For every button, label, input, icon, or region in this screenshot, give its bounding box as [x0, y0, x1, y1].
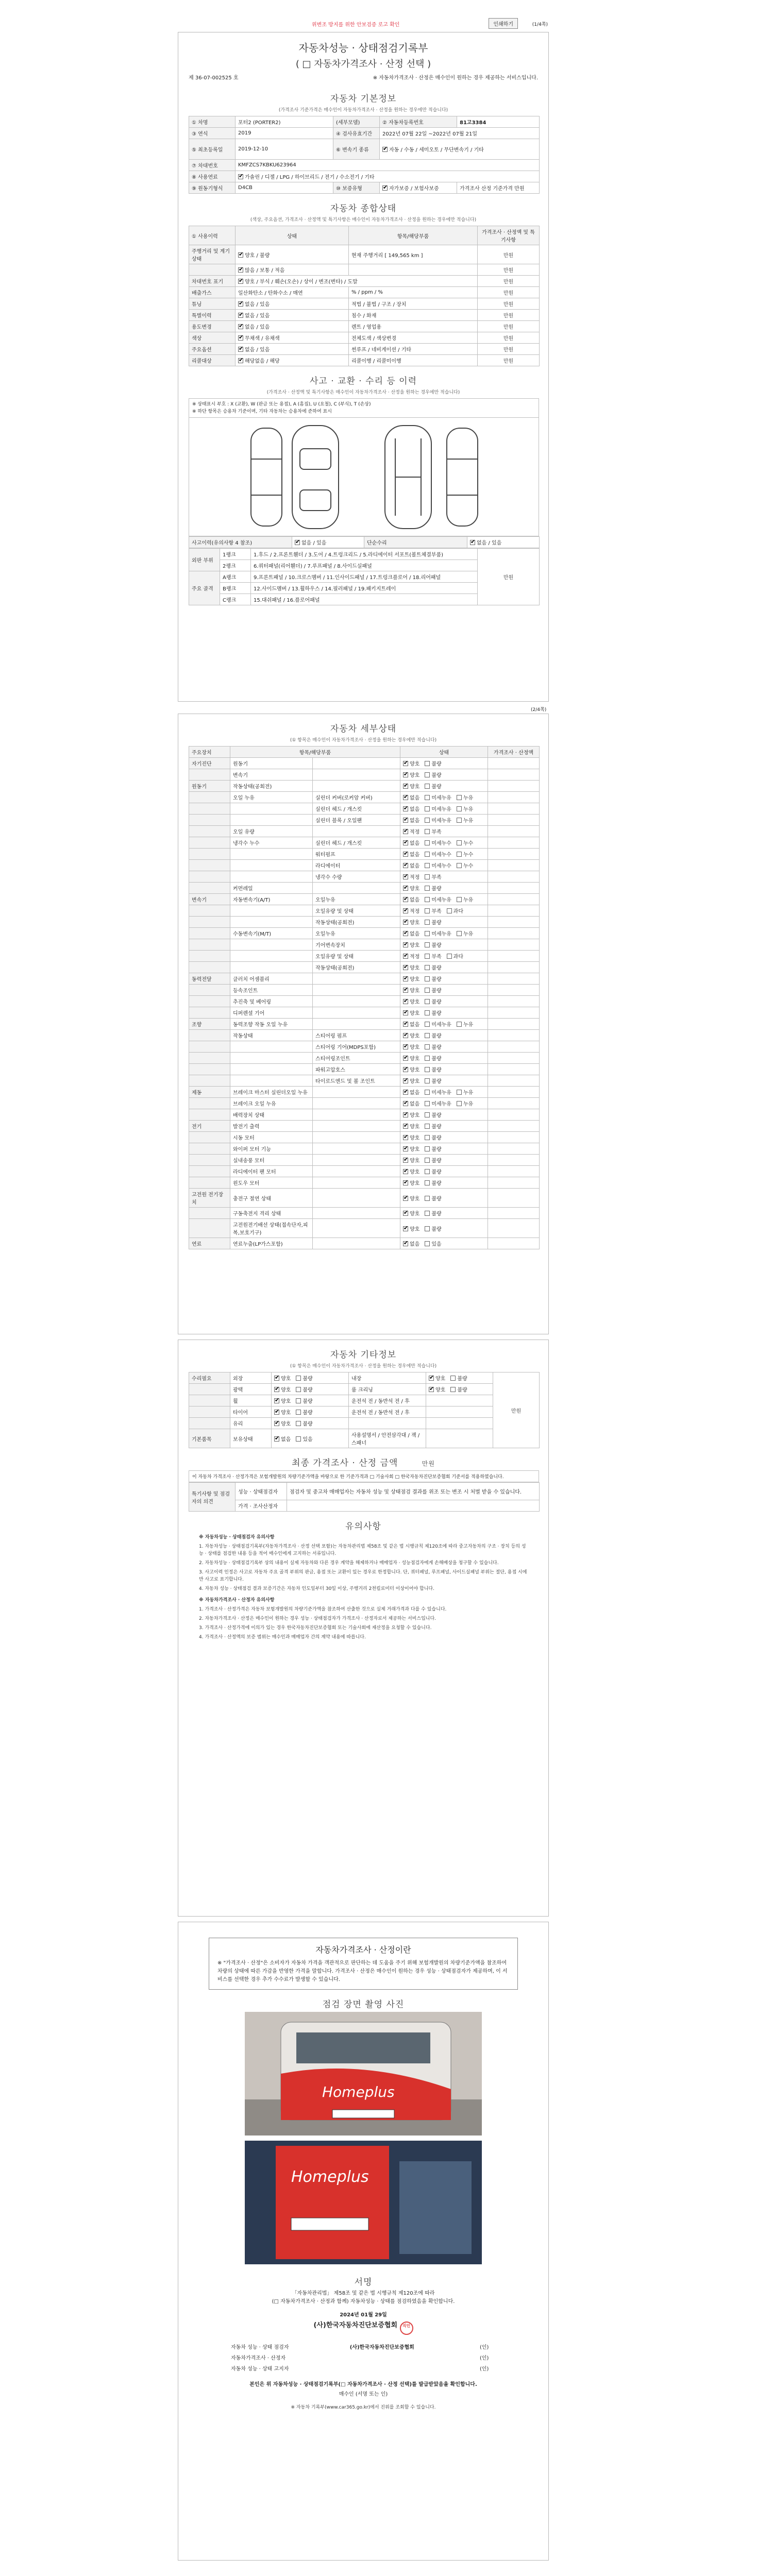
checkbox[interactable]	[425, 818, 430, 823]
table-row: 색상 ✔ 무채색 / 유채색 전체도색 / 색상변경 만원	[189, 332, 540, 344]
caution-title: 유의사항	[345, 1521, 381, 1532]
checkbox[interactable]	[457, 863, 462, 868]
checkbox[interactable]	[403, 784, 408, 789]
page-3	[178, 1340, 549, 1917]
checkbox[interactable]	[425, 886, 430, 891]
car-right-view	[447, 428, 478, 526]
checkbox[interactable]	[425, 988, 430, 993]
checkbox[interactable]	[457, 1101, 462, 1106]
table-row: 스티어링 기어(MDPS포함) ✔ 양호 불량	[189, 1041, 540, 1053]
other-info-title: 자동차 기타정보	[330, 1350, 397, 1360]
basic-info-title: 자동차 기본정보	[330, 94, 397, 104]
basic-info-table	[189, 116, 540, 194]
table-row: 파워고압호스 ✔ 양호 불량	[189, 1064, 540, 1075]
checkbox[interactable]	[274, 1376, 279, 1381]
sign-text-2: (□ 자동차가격조사 · 산정과 함께) 자동차성능 · 상태를 점검하였음을 확인합니다.	[272, 2299, 455, 2304]
checkbox[interactable]	[274, 1421, 279, 1426]
table-row: 오일 누유 실린더 커버(로커암 커버) ✔ 없음 미세누유 누유	[189, 792, 540, 803]
table-row: 수리필요 외장 ✔ 양호 불량 내장 ✔ 양호 불량 만원	[189, 1372, 540, 1384]
checkbox[interactable]	[447, 908, 452, 913]
table-row: 외판 부위 1랭크 1.후드 / 2.프론트휀더 / 3.도어 / 4.트렁크리드 / 5.라디에이터 서포트(볼트체결부품) 만원	[189, 549, 540, 560]
table-row: 작동상태(공회전) ✔ 양호 불량	[189, 917, 540, 928]
checkbox[interactable]	[425, 897, 430, 902]
checkbox[interactable]	[296, 1398, 301, 1403]
car-frame-view	[385, 426, 431, 529]
table-row: 리콜대상 ✔ 해당없음 / 해당 리콜이행 / 리콜미이행 만원	[189, 355, 540, 366]
caution-item: 2. 자동차성능 · 상태점검기록부 상의 내용이 실제 자동차와 다른 경우 계약을 해제하거나 매매업자 · 성능점검자에게 손해배상을 청구할 수 있습니다.	[199, 1561, 499, 1566]
checkbox[interactable]	[425, 908, 430, 913]
checkbox[interactable]	[457, 1022, 462, 1027]
table-row: 실린더 헤드 / 개스킷 ✔ 없음 미세누유 누유	[189, 803, 540, 815]
final-price-title: 최종 가격조사 · 산정 금액 만원	[292, 1458, 435, 1468]
doc-no-suffix: 호	[233, 75, 239, 81]
table-row: 고전원 전기장치 충전구 절연 상태 ✔ 양호 불량	[189, 1189, 540, 1208]
checkbox-warranty[interactable]	[382, 185, 388, 191]
checkbox[interactable]	[403, 886, 408, 891]
legend-text-2: ※ 하단 항목은 승용차 기준이며, 기타 자동차는 승용차에 준하여 표시	[192, 409, 332, 414]
checkbox[interactable]	[450, 1376, 456, 1381]
accident-rank-table	[189, 548, 540, 605]
checkbox[interactable]	[403, 976, 408, 981]
checkbox[interactable]	[403, 1033, 408, 1038]
checkbox[interactable]	[457, 852, 462, 857]
checkbox[interactable]	[403, 806, 408, 811]
table-row: 휠 ✔ 양호 불량 운전석 전 / 동반석 전 / 후	[189, 1395, 540, 1406]
forgery-warning: 위변조 방지를 위한 안보검증 로고 확인	[312, 22, 400, 28]
checkbox[interactable]	[403, 1241, 408, 1246]
checkbox[interactable]	[403, 1124, 408, 1129]
checkbox[interactable]	[429, 1376, 434, 1381]
checkbox[interactable]	[425, 965, 430, 970]
page-4	[178, 1922, 549, 2561]
table-row: 커먼레일 ✔ 양호 불량	[189, 883, 540, 894]
table-row: 주요옵션 ✔ 없음 / 있음 썬루프 / 네비게이션 / 기타 만원	[189, 344, 540, 355]
checkbox[interactable]	[457, 806, 462, 811]
table-row: 수동변속기(M/T) 오일누유 ✔ 없음 미세누유 누유	[189, 928, 540, 939]
checkbox[interactable]	[403, 1010, 408, 1015]
table-row: 작동상태 스티어링 펌프 ✔ 양호 불량	[189, 1030, 540, 1041]
table-row: C랭크 15.대쉬패널 / 16.플로어패널	[189, 594, 540, 605]
sign-title: 서명	[354, 2277, 373, 2287]
checkbox[interactable]	[403, 908, 408, 913]
table-row: ⑨ 원동기형식 D4CB ⑩ 보증유형 ✔ 자가보증 / 보험사보증 가격조사 산정 기준가격 만원	[189, 182, 540, 194]
table-row: 변속기 ✔ 양호 불량	[189, 769, 540, 781]
checkbox[interactable]	[403, 1196, 408, 1201]
other-info-note: (① 항목은 매수인이 자동차가격조사 · 산정을 원하는 경우에만 적습니다)	[290, 1364, 437, 1369]
receipt-sign: 매수인 (서명 또는 인)	[339, 2392, 388, 2397]
checkbox[interactable]	[403, 1180, 408, 1185]
checkbox[interactable]	[403, 965, 408, 970]
table-row: 연료 연료누출(LP가스포함) ✔ 없음 있음	[189, 1238, 540, 1249]
checkbox[interactable]	[425, 795, 430, 800]
checkbox[interactable]	[425, 1010, 430, 1015]
checkbox[interactable]	[425, 1158, 430, 1163]
checkbox[interactable]	[447, 954, 452, 959]
print-button[interactable]: 인쇄하기	[489, 18, 518, 29]
checkbox[interactable]	[403, 1067, 408, 1072]
checkbox[interactable]	[403, 840, 408, 845]
photos-title: 점검 장면 촬영 사진	[322, 1999, 405, 2010]
checkbox[interactable]	[403, 1135, 408, 1140]
truck-rear-photo	[245, 2141, 482, 2264]
checkbox[interactable]	[274, 1387, 279, 1392]
checkbox[interactable]	[403, 1226, 408, 1231]
table-row: 오일유량 및 상태 ✔ 적정 부족 과다	[189, 951, 540, 962]
checkbox[interactable]	[425, 942, 430, 947]
checkbox[interactable]	[425, 874, 430, 879]
document-title: 자동차성능 · 상태점검기록부	[298, 42, 428, 54]
accident-summary-table	[189, 536, 540, 548]
caution-item: 4. 자동차 성능 · 상태점검 결과 보증기간은 자동차 인도일부터 30일 이상, 주행거리 2천킬로미터 이상이어야 합니다.	[199, 1586, 434, 1591]
page-2	[178, 714, 549, 1334]
table-row: 자기진단 원동기 ✔ 양호 불량	[189, 758, 540, 769]
checkbox[interactable]	[425, 1124, 430, 1129]
table-row: 작동상태(공회전) ✔ 양호 불량	[189, 962, 540, 973]
detail-status-note: (① 항목은 매수인이 자동차가격조사 · 산정을 원하는 경우에만 적습니다)	[290, 738, 437, 743]
checkbox[interactable]	[425, 1180, 430, 1185]
checkbox[interactable]	[403, 1101, 408, 1106]
table-row: 광택 ✔ 양호 불량 룸 크리닝 ✔ 양호 불량	[189, 1384, 540, 1395]
table-row: 등속조인트 ✔ 양호 불량	[189, 985, 540, 996]
checkbox[interactable]	[403, 852, 408, 857]
table-row: 고전원전기배선 상태(접속단자,피복,보호기구) ✔양호 불량	[189, 1219, 540, 1238]
verify-notice: ※ 자동차 기록부(www.car365.go.kr)에서 진위를 조회할 수 있습니다.	[291, 2405, 436, 2410]
checkbox[interactable]	[429, 1387, 434, 1392]
checkbox[interactable]	[274, 1410, 279, 1415]
top-bar	[178, 16, 549, 32]
checkbox[interactable]	[425, 920, 430, 925]
checkbox[interactable]	[403, 829, 408, 834]
table-row: 제동 브레이크 마스터 실린더오일 누유 ✔ 없음 미세누유 누유	[189, 1087, 540, 1098]
checkbox[interactable]	[403, 1056, 408, 1061]
info-box-title: 자동차가격조사 · 산정이란	[315, 1945, 411, 1955]
inspection-photo-front	[245, 2012, 482, 2136]
checkbox[interactable]	[296, 1410, 301, 1415]
checkbox[interactable]	[403, 1169, 408, 1174]
checkbox[interactable]	[425, 1067, 430, 1072]
checkbox[interactable]	[425, 1241, 430, 1246]
company-seal-icon: 직인	[400, 2321, 413, 2335]
checkbox[interactable]	[457, 840, 462, 845]
table-row: 자동차가격조사 · 산정자 (인)	[231, 2355, 489, 2361]
checkbox[interactable]	[403, 1090, 408, 1095]
sign-company: (사)한국자동차진단보증협회 직인	[178, 2321, 548, 2335]
checkbox[interactable]	[457, 897, 462, 902]
table-row: ③ 연식 2019 ④ 검사유효기간 2022년 07월 22일 ~2022년 07월 21일	[189, 128, 540, 139]
table-row: 브레이크 오일 누유 ✔ 없음 미세누유 누유	[189, 1098, 540, 1109]
checkbox[interactable]	[403, 818, 408, 823]
checkbox[interactable]	[403, 795, 408, 800]
table-row: 스티어링조인트 ✔ 양호 불량	[189, 1053, 540, 1064]
checkbox[interactable]	[457, 931, 462, 936]
table-row: 디퍼렌셜 기어 ✔ 양호 불량	[189, 1007, 540, 1019]
overall-status-table	[189, 226, 540, 366]
table-row: 와이퍼 모터 기능 ✔ 양호 불량	[189, 1143, 540, 1155]
table-row: ⑦ 차대번호 KMFZCS7KBKU623964	[189, 160, 540, 171]
checkbox[interactable]	[425, 1146, 430, 1151]
checkbox[interactable]	[450, 1387, 456, 1392]
checkbox[interactable]	[403, 920, 408, 925]
checkbox[interactable]	[403, 999, 408, 1004]
table-row: 기어변속장치 ✔ 양호 불량	[189, 939, 540, 951]
table-row: 워터펌프 ✔ 없음 미세누수 누수	[189, 849, 540, 860]
checkbox[interactable]	[425, 784, 430, 789]
table-row: 오일유량 및 상태 ✔ 적정 부족 과다	[189, 905, 540, 917]
table-row: 2랭크 6.쿼터패널(리어휀더) / 7.루프패널 / 8.사이드실패널	[189, 560, 540, 571]
table-row: 라디에이터 ✔ 없음 미세누수 누수	[189, 860, 540, 871]
checkbox[interactable]	[425, 1196, 430, 1201]
table-row: 자동차 성능 · 상태 점검자 (사)한국자동차진단보증협회 (인)	[231, 2345, 489, 2350]
table-row: ⑧ 사용연료 ✔ 가솔린 / 디젤 / LPG / 하이브리드 / 전기 / 수소전기 / 기타	[189, 171, 540, 182]
checkbox-auto[interactable]	[382, 147, 388, 152]
accident-history-title: 사고 · 교환 · 수리 등 이력	[309, 376, 417, 386]
document-number-row	[178, 70, 548, 84]
table-row: 추진축 및 베어링 ✔ 양호 불량	[189, 996, 540, 1007]
basic-info-note: (가격조사 기준가격은 매수인이 자동차가격조사 · 산정을 원하는 경우에만 적습니다)	[278, 108, 448, 113]
table-row: 주요 골격 A랭크 9.프론트패널 / 10.크로스멤버 / 11.인사이드패널 / 17.트렁크플로어 / 18.리어패널	[189, 571, 540, 583]
brand-text-rear: Homeplus	[291, 2168, 369, 2186]
mileage-value: 현재 주행거리 [ 149,565 km ]	[349, 245, 478, 264]
page-indicator: (1/4쪽)	[532, 22, 548, 27]
checkbox[interactable]	[296, 1436, 301, 1442]
table-header: ① 사용이력 상태 항목/해당부품 가격조사 · 산정액 및 특기사항	[189, 226, 540, 245]
final-opinion-table	[189, 1482, 540, 1512]
table-row: 오일 유량 ✔ 적정 부족	[189, 826, 540, 837]
table-row: ① 차명 포터2 (PORTER2) (세부모델) ② 자동차등록번호 81고3384	[189, 116, 540, 128]
checkbox[interactable]	[457, 1090, 462, 1095]
overall-status-title: 자동차 종합상태	[330, 204, 397, 214]
checkbox[interactable]	[403, 1078, 408, 1083]
table-row: 용도변경 ✔ 없음 / 있음 렌트 / 영업용 만원	[189, 321, 540, 332]
checkbox[interactable]	[425, 1078, 430, 1083]
checkbox[interactable]	[403, 988, 408, 993]
table-row: 튜닝 ✔ 없음 / 있음 적법 / 불법 / 구조 / 장치 만원	[189, 298, 540, 310]
plate-number: 81고3384	[457, 116, 540, 128]
table-row: 특기사항 및 점검자의 의견 성능 · 상태점검자 점검자 및 중고차 매매업자는 자동차 성능 및 상태점검 결과를 위조 또는 변조 시 처벌 받을 수 있습니다.	[189, 1483, 540, 1500]
checkbox[interactable]	[425, 1112, 430, 1117]
checkbox[interactable]	[403, 954, 408, 959]
checkbox[interactable]	[425, 1022, 430, 1027]
checkbox[interactable]	[425, 852, 430, 857]
detail-status-title: 자동차 세부상태	[330, 724, 397, 734]
table-row: 원동기 작동상태(공회전) ✔ 양호 불량	[189, 781, 540, 792]
other-info-table	[189, 1372, 540, 1448]
table-row: 시동 모터 ✔ 양호 불량	[189, 1132, 540, 1143]
table-row: 주행거리 및 계기상태 ✔양호 / 불량 현재 주행거리 [ 149,565 km ] 만원	[189, 245, 540, 264]
sign-date: 2024년 01월 29일	[340, 2312, 387, 2318]
table-row: 냉각수 수량 ✔ 적정 부족	[189, 871, 540, 883]
caution-item: 1. 가격조사 · 산정가격은 자동차 보험개발원의 차량기준가액을 참조하여 산출한 것으로 실제 거래가격과 다를 수 있습니다.	[199, 1607, 447, 1612]
table-row: 라디에이터 팬 모터 ✔ 양호 불량	[189, 1166, 540, 1177]
checkbox[interactable]	[425, 976, 430, 981]
checkbox[interactable]	[425, 954, 430, 959]
checkbox[interactable]	[425, 1135, 430, 1140]
checkbox[interactable]	[403, 863, 408, 868]
checkbox[interactable]	[457, 818, 462, 823]
table-row: 냉각수 누수 실린더 헤드 / 개스킷 ✔ 없음 미세누수 누수	[189, 837, 540, 849]
legend-text: ※ 상태표시 부호 : X (교환), W (판금 또는 용접), A (흠집), U (요철), C (부식), T (손상)	[192, 402, 371, 407]
doc-no-label: 제	[189, 75, 194, 81]
checkbox[interactable]	[274, 1398, 279, 1403]
table-row: 자동차 성능 · 상태 고지자 (인)	[231, 2366, 489, 2372]
table-row: 타이로드엔드 및 볼 조인트 ✔ 양호 불량	[189, 1075, 540, 1087]
signer-table	[229, 2341, 497, 2374]
checkbox[interactable]	[403, 874, 408, 879]
inspection-photo-rear	[245, 2141, 482, 2264]
table-row: 동력전달 클러치 어셈블리 ✔ 양호 불량	[189, 973, 540, 985]
page-1	[178, 32, 549, 702]
final-price-note: 이 자동차 가격조사 · 산정가격은 보험개발원의 차량기준가액을 바탕으로 한 기준가격과 □ 기술사회 □ 한국자동차진단보증협회 기준서를 적용하였습니다.	[189, 1470, 539, 1482]
table-row: 특별이력 ✔ 없음 / 있음 침수 / 화재 만원	[189, 310, 540, 321]
checkbox[interactable]	[296, 1387, 301, 1392]
info-box	[209, 1938, 518, 1990]
document-subtitle: ( □ 자동차가격조사 · 산정 선택 )	[295, 59, 431, 70]
checkbox[interactable]	[403, 1211, 408, 1216]
checkbox[interactable]	[425, 1056, 430, 1061]
table-row: 전기 발전기 출력 ✔ 양호 불량	[189, 1121, 540, 1132]
checkbox[interactable]	[425, 999, 430, 1004]
checkbox[interactable]	[425, 1211, 430, 1216]
checkbox[interactable]	[425, 1090, 430, 1095]
checkbox[interactable]	[425, 1033, 430, 1038]
receipt-text: 본인은 위 자동차성능 · 상태점검기록부(□ 자동차가격조사 · 산정 선택)를 발급받았음을 확인합니다.	[249, 2382, 477, 2387]
brand-text-front: Homeplus	[322, 2083, 395, 2100]
table-row: ✔많음 / 보통 / 적음 만원	[189, 264, 540, 276]
checkbox[interactable]	[425, 761, 430, 766]
checkbox[interactable]	[403, 897, 408, 902]
car-top-view	[292, 426, 339, 529]
checkbox[interactable]	[425, 1226, 430, 1231]
checkbox[interactable]	[403, 1044, 408, 1049]
caution-item: 1. 자동차성능 · 상태점검기록부(자동차가격조사 · 산정 선택 포함)는 자동차관리법 제58조 및 같은 법 시행규칙 제120조에 따라 중고자동차의 구조 · 장치 등의 성능 · 상태를 점검한 내용 등을 적어 매수인에게 고지하는 서류입니다.	[199, 1544, 526, 1556]
checkbox[interactable]	[425, 772, 430, 777]
checkbox[interactable]	[403, 1158, 408, 1163]
checkbox[interactable]	[403, 772, 408, 777]
table-row: ⑤ 최초등록일 2019-12-10 ⑥ 변속기 종류 ✔ 자동 / 수동 / 세미오토 / 무단변속기 / 기타	[189, 139, 540, 160]
table-row: 가격 · 조사산정자	[189, 1500, 540, 1512]
table-row: 유리 ✔ 양호 불량	[189, 1418, 540, 1429]
table-row: 사고이력(유의사항 4 참조) ✔ 없음 / 있음 단순수리 ✔ 없음 / 있음	[189, 537, 540, 548]
table-row: 차대번호 표기 ✔ 양호 / 부식 / 훼손(오손) / 상이 / 변조(변타) / 도말 만원	[189, 276, 540, 287]
checkbox[interactable]	[403, 931, 408, 936]
table-row: 실린더 블록 / 오일팬 ✔ 없음 미세누유 누유	[189, 815, 540, 826]
table-row: 기본품목 보유상태 ✔ 없음 있음 사용설명서 / 안전삼각대 / 잭 / 스패너	[189, 1429, 540, 1448]
checkbox-diesel[interactable]	[238, 174, 243, 179]
table-header: 주요장치 항목/해당부품 상태 가격조사 · 산정액	[189, 747, 540, 758]
checkbox[interactable]	[425, 829, 430, 834]
checkbox[interactable]	[425, 931, 430, 936]
caution-section: ※ 자동차성능 · 상태점검자 유의사항 1. 자동차성능 · 상태점검기록부(자동차가격조사 · 산정 선택 포함)는 자동차관리법 제58조 및 같은 법 시행규칙 제120조에 따라 중고자동차의 구조 · 장치 등의 성능 · 상태를 점검한 내용 등을 적어 매수인에게 고지하는 서류입니다. 2. 자동차성능 · 상태점검기록부 상의 내용이 실제 자동차와 다른 경우 계약을 해제하거나 매매업자 · 성능점검자에게 손해배상을 청구할 수 있습니다. 3. 사고이력 인정은 사고로 자동차 주요 골격 부위의 판금, 용접 또는 교환이 있는 경우로 한정합니다. 단, 쿼터패널, 루프패널, 사이드실패널 부위는 절단, 용접 시에만 사고로 표기합니다. 4. 자동차 성능 · 상태점검 결과 보증기간은 자동차 인도일부터 30일 이상, 주행거리 2천킬로미터 이상이어야 합니다. ※ 자동차가격조사 · 산정자 유의사항 1. 가격조사 · 산정가격은 자동차 보험개발원의 차량기준가액을 참조하여 산출한 것으로 실제 거래가격과 다를 수 있습니다. 2. 자동차가격조사 · 산정은 매수인이 원하는 경우 성능 · 상태점검자가 가격조사 · 산정자로서 제공하는 서비스입니다. 3. 가격조사 · 산정가격에 이의가 있는 경우 한국자동차진단보증협회 또는 기술사회에 재산정을 요청할 수 있습니다. 4. 가격조사 · 산정액의 보증 범위는 매수인과 매매업자 간의 계약 내용에 따릅니다.	[199, 1534, 529, 1641]
table-row: 윈도우 모터 ✔ 양호 불량	[189, 1177, 540, 1189]
checkbox[interactable]	[403, 1112, 408, 1117]
checkbox[interactable]	[425, 806, 430, 811]
table-row: 배력장치 상태 ✔ 양호 불량	[189, 1109, 540, 1121]
service-notice: ※ 자동차가격조사 · 산정은 매수인이 원하는 경우 제공하는 서비스입니다.	[373, 75, 538, 81]
checkbox[interactable]	[457, 795, 462, 800]
table-row: B랭크 12.사이드멤버 / 13.휠하우스 / 14.필러패널 / 19.패키지트레이	[189, 583, 540, 594]
checkbox[interactable]	[425, 1044, 430, 1049]
checkbox[interactable]	[403, 1146, 408, 1151]
truck-front-photo	[245, 2012, 482, 2136]
checkbox[interactable]	[425, 840, 430, 845]
sign-text-1: 「자동차관리법」 제58조 및 같은 법 시행규칙 제120조에 따라	[292, 2291, 435, 2296]
checkbox[interactable]	[403, 942, 408, 947]
caution-item: 3. 가격조사 · 산정가격에 이의가 있는 경우 한국자동차진단보증협회 또는 기술사회에 재산정을 요청할 수 있습니다.	[199, 1625, 432, 1631]
accident-history-note: (가격조사 · 산정액 및 특기사항은 매수인이 자동차가격조사 · 산정을 원하는 경우에만 적습니다)	[266, 390, 460, 395]
table-row: 배출가스 일산화탄소 / 탄화수소 / 매연 % / ppm / % 만원	[189, 287, 540, 298]
table-row: 실내송풍 모터 ✔ 양호 불량	[189, 1155, 540, 1166]
checkbox[interactable]	[425, 1101, 430, 1106]
checkbox[interactable]	[425, 863, 430, 868]
checkbox[interactable]	[403, 761, 408, 766]
checkbox[interactable]	[296, 1421, 301, 1426]
car-diagram-svg	[189, 418, 540, 536]
car-left-view	[251, 428, 282, 526]
caution-item: 3. 사고이력 인정은 사고로 자동차 주요 골격 부위의 판금, 용접 또는 교환이 있는 경우로 한정합니다. 단, 쿼터패널, 루프패널, 사이드실패널 부위는 절단, 용접 시에만 사고로 표기합니다.	[199, 1570, 527, 1582]
table-row: 구동축전지 격리 상태 ✔ 양호 불량	[189, 1208, 540, 1219]
caution-item: 2. 자동차가격조사 · 산정은 매수인이 원하는 경우 성능 · 상태점검자가 가격조사 · 산정자로서 제공하는 서비스입니다.	[199, 1616, 436, 1621]
checkbox[interactable]	[274, 1436, 279, 1442]
doc-no: 36-07-002525	[195, 75, 232, 81]
car-diagram	[189, 418, 539, 536]
info-box-text: ※ "가격조사 · 산정"은 소비자가 자동차 가격을 객관적으로 판단하는 데 도움을 주기 위해 보험개발원의 차량기준가액을 참조하여 차량의 상태에 따른 가감을 반영한 가격을 말합니다. 가격조사 · 산정은 매수인이 원하는 경우 성능 · 상태점검자가 제공하며, 이 서비스를 선택한 경우 추가 수수료가 발생할 수 있습니다.	[217, 1960, 508, 1982]
table-row: 변속기 자동변속기(A/T) 오일누유 ✔ 없음 미세누유 누유	[189, 894, 540, 905]
checkbox[interactable]	[403, 1022, 408, 1027]
detail-status-table	[189, 746, 540, 1249]
checkbox[interactable]	[296, 1376, 301, 1381]
overall-status-note: (색상, 주요옵션, 가격조사 · 산정액 및 특기사항은 매수인이 자동차가격조사 · 산정을 원하는 경우에만 적습니다)	[250, 217, 477, 223]
checkbox[interactable]	[425, 1169, 430, 1174]
table-row: 타이어 ✔ 양호 불량 운전석 전 / 동반석 전 / 후	[189, 1406, 540, 1418]
caution-item: 4. 가격조사 · 산정액의 보증 범위는 매수인과 매매업자 간의 계약 내용에 따릅니다.	[199, 1635, 366, 1640]
table-row: 조향 동력조향 작동 오일 누유 ✔ 없음 미세누유 누유	[189, 1019, 540, 1030]
